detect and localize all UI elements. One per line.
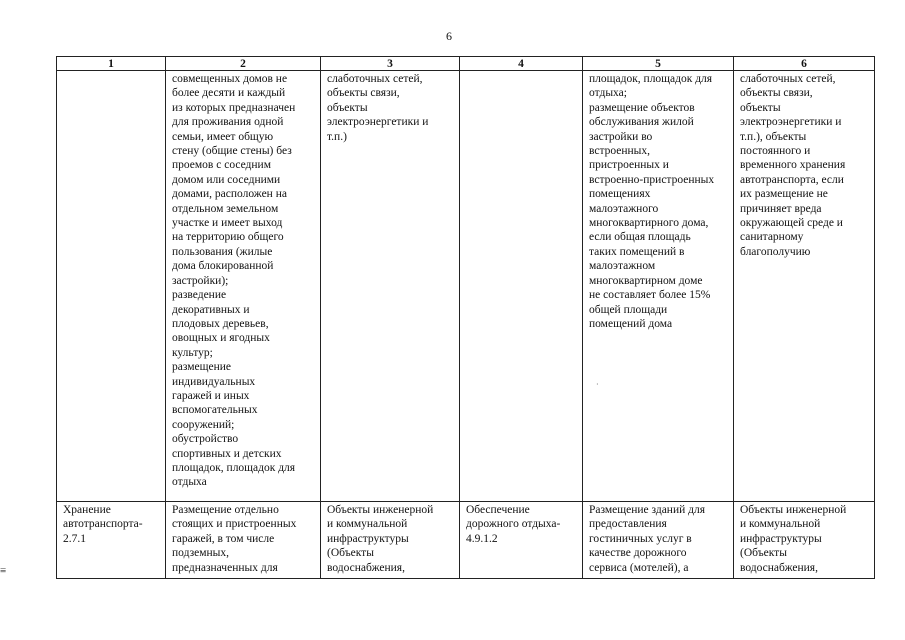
zoning-table xyxy=(56,56,875,579)
header-col-1: 1 xyxy=(57,57,166,71)
cell-r1-c4 xyxy=(460,71,583,502)
header-col-3: 3 xyxy=(321,57,460,71)
header-col-5: 5 xyxy=(583,57,734,71)
table-container xyxy=(56,56,875,579)
header-col-2: 2 xyxy=(166,57,321,71)
cell-r1-c3: слаботочных сетей, объекты связи, объекты электроэнергетики и т.п.) xyxy=(321,71,460,502)
header-col-6: 6 xyxy=(734,57,875,71)
header-row xyxy=(57,57,875,71)
cell-r2-c3: Объекты инженерной и коммунальной инфраструктуры (Объекты водоснабжения, xyxy=(321,502,460,579)
header-col-4: 4 xyxy=(460,57,583,71)
table-row xyxy=(57,71,875,502)
cell-r2-c4: Обеспечение дорожного отдыха- 4.9.1.2 xyxy=(460,502,583,579)
cell-r2-c5: Размещение зданий для предоставления гостиничных услуг в качестве дорожного сервиса (мотелей), а xyxy=(583,502,734,579)
cell-r2-c2: Размещение отдельно стоящих и пристроенных гаражей, в том числе подземных, предназначенных для xyxy=(166,502,321,579)
side-mark: ≡ xyxy=(0,565,7,577)
cell-r2-c6: Объекты инженерной и коммунальной инфраструктуры (Объекты водоснабжения, xyxy=(734,502,875,579)
cell-r1-c1 xyxy=(57,71,166,502)
page-number: 6 xyxy=(446,29,452,43)
cell-r1-c6: слаботочных сетей, объекты связи, объекты электроэнергетики и т.п.), объекты постоянного и временного хранения автотранспорта, если их размещение не причиняет вреда окружающей среде и санитарному благополучию xyxy=(734,71,875,502)
cell-r2-c1: Хранение автотранспорта- 2.7.1 xyxy=(57,502,166,579)
cell-r1-c2: совмещенных домов не более десяти и каждый из которых предназначен для проживания одной семьи, имеет общую стену (общие стены) без проемов с соседним домом или соседними домами, расположен на отдельном земельном участке и имеет выход на территорию общего пользования (жилые дома блокированной застройки); разведение декоративных и плодовых деревьев, овощных и ягодных культур; размещение индивидуальных гаражей и иных вспомогательных сооружений; обустройство спортивных и детских площадок, площадок для отдыха xyxy=(166,71,321,502)
scan-dot: · xyxy=(596,380,599,389)
cell-r1-c5: площадок, площадок для отдыха; размещение объектов обслуживания жилой застройки во встроенных, пристроенных и встроенно-пристроенных помещениях малоэтажного многоквартирного дома, если общая площадь таких помещений в малоэтажном многоквартирном доме не составляет более 15% общей площади помещений дома xyxy=(583,71,734,502)
table-row xyxy=(57,502,875,579)
